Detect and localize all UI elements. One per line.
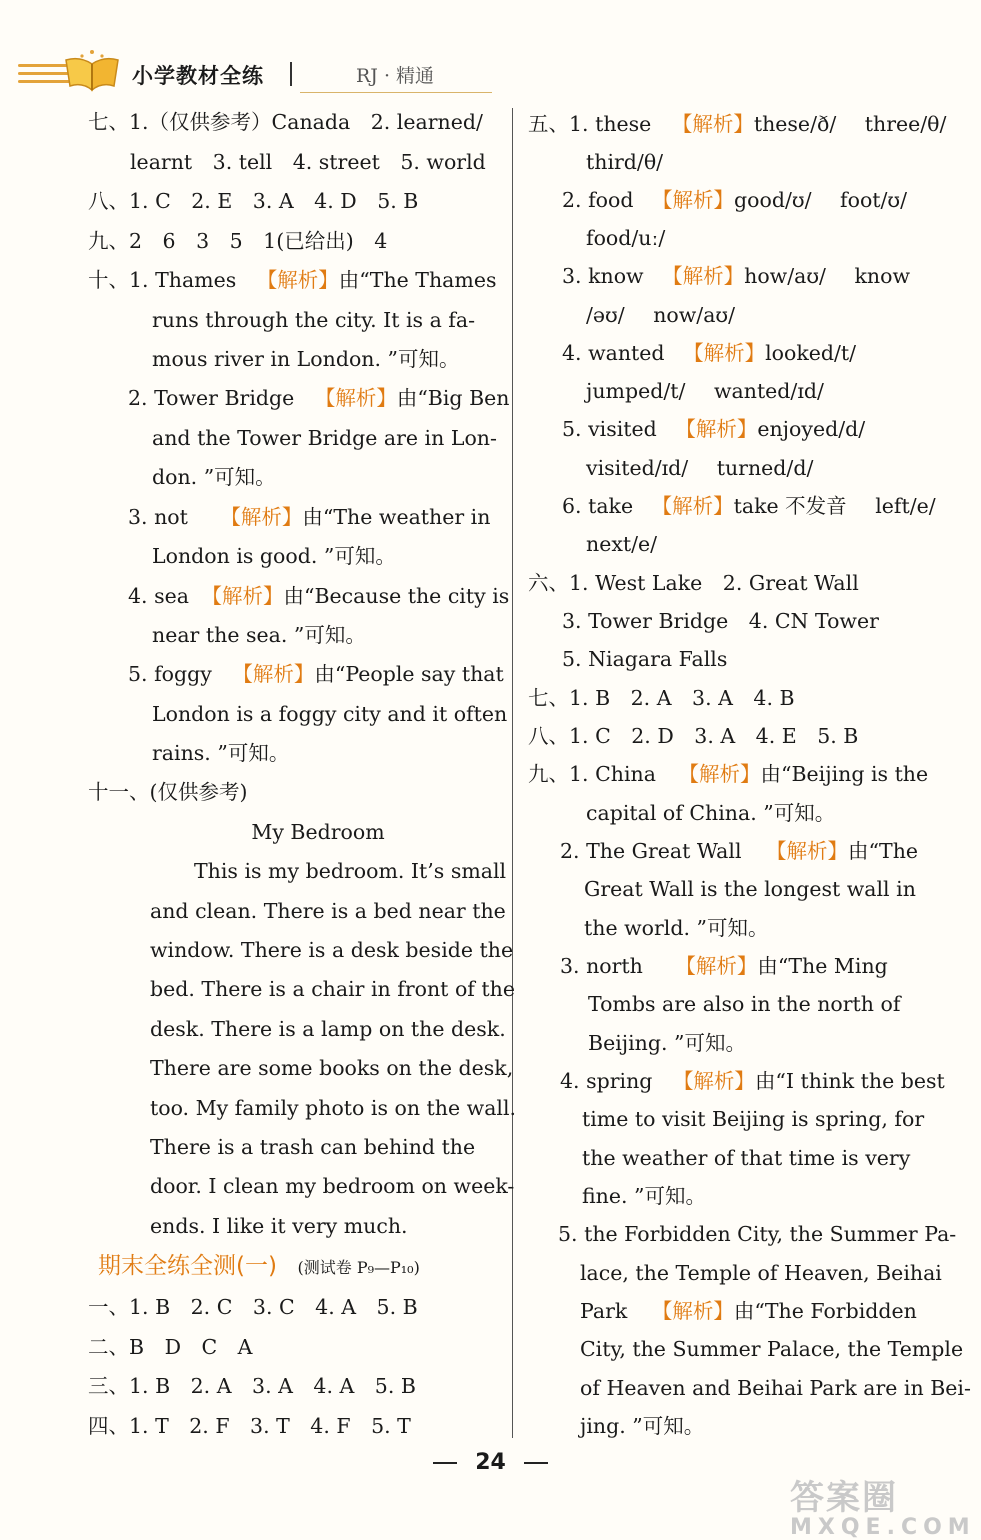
answer-line: 九、2 6 3 5 1(已给出) 4 (88, 229, 388, 253)
essay-line: ends. I like it very much. (150, 1214, 408, 1238)
analysis-tag: 【解析】 (678, 762, 761, 786)
dash-right (524, 1462, 548, 1464)
answer-text: 3. north (560, 954, 643, 978)
phonetic: how/aʊ/ (744, 264, 826, 288)
section-ref: (测试卷 P₉—P₁₀) (297, 1258, 420, 1277)
analysis-tag: 【解析】 (220, 505, 303, 529)
analysis-text: 由“People say that (314, 662, 504, 686)
page-number-text: 24 (475, 1450, 506, 1475)
answer-text: 4. sea (128, 584, 189, 608)
answer-line (586, 377, 824, 405)
analysis-tag: 【解析】 (256, 268, 339, 292)
answer-line: Beijing. ”可知。 (588, 1031, 747, 1055)
answer-line (560, 952, 888, 980)
phonetic: take 不发音 (733, 494, 847, 518)
answer-line: Tombs are also in the north of (588, 992, 901, 1016)
answer-line (528, 760, 928, 788)
section-title: 期末全练全测(一) (98, 1253, 277, 1279)
analysis-text: 由“The Forbidden (733, 1299, 917, 1323)
phonetic: three/θ/ (864, 112, 947, 136)
analysis-tag: 【解析】 (675, 417, 758, 441)
analysis-text: 由“The (848, 839, 919, 863)
analysis-tag: 【解析】 (651, 494, 734, 518)
answer-line: and the Tower Bridge are in Lon- (152, 426, 497, 450)
answer-line: 3. Tower Bridge 4. CN Tower (562, 609, 879, 633)
answer-line: Great Wall is the longest wall in (584, 877, 916, 901)
answer-line (562, 186, 907, 214)
phonetic: wanted/ɪd/ (713, 379, 824, 403)
answer-line (88, 266, 497, 294)
phonetic: enjoyed/d/ (757, 417, 866, 441)
answer-line (562, 415, 865, 443)
essay-line: and clean. There is a bed near the (150, 899, 506, 923)
open-book-icon (62, 42, 122, 94)
answer-line: time to visit Beijing is spring, for (582, 1107, 925, 1131)
answer-line: 二、B D C A (88, 1335, 253, 1359)
phonetic: jumped/t/ (586, 379, 686, 403)
watermark-logo (790, 1470, 976, 1540)
answer-line: of Heaven and Beihai Park are in Bei- (580, 1376, 971, 1400)
analysis-tag: 【解析】 (651, 1299, 734, 1323)
analysis-text: 由“The weather in (302, 505, 491, 529)
column-divider (512, 108, 513, 1438)
answer-line (586, 301, 735, 329)
analysis-tag: 【解析】 (201, 584, 284, 608)
book-title: 小学教材全练 (132, 64, 264, 88)
answer-line: lace, the Temple of Heaven, Beihai (580, 1261, 942, 1285)
answer-line: 一、1. B 2. C 3. C 4. A 5. B (88, 1295, 418, 1319)
answer-text: 九、1. China (528, 762, 656, 786)
dash-left (433, 1462, 457, 1464)
answer-line: 七、1.（仅供参考）Canada 2. learned/ (88, 110, 483, 134)
answer-line (128, 384, 509, 412)
essay-title: My Bedroom (251, 820, 385, 844)
answer-line: capital of China. ”可知。 (586, 801, 836, 825)
answer-line: rains. ”可知。 (152, 741, 290, 765)
phonetic: next/e/ (586, 532, 658, 556)
phonetic: now/aʊ/ (653, 303, 736, 327)
analysis-text: 由“The Ming (757, 954, 888, 978)
phonetic: /əʊ/ (586, 303, 625, 327)
answer-line (580, 1297, 917, 1325)
answer-line: 十一、(仅供参考) (88, 780, 248, 804)
answer-text: 3. know (562, 264, 644, 288)
answer-text: 6. take (562, 494, 634, 518)
answer-line (128, 660, 504, 688)
answer-line: don. ”可知。 (152, 465, 276, 489)
analysis-tag: 【解析】 (766, 839, 849, 863)
analysis-tag: 【解析】 (662, 264, 745, 288)
answer-text: Park (580, 1299, 628, 1323)
analysis-tag: 【解析】 (672, 1069, 755, 1093)
phonetic: looked/t/ (765, 341, 857, 365)
answer-line: the weather of that time is very (582, 1146, 911, 1170)
answer-line (128, 582, 509, 610)
answer-text: 2. food (562, 188, 634, 212)
essay-line: There is a trash can behind the (150, 1135, 476, 1159)
answer-line: London is a foggy city and it often (152, 702, 508, 726)
phonetic: good/ʊ/ (734, 188, 812, 212)
header-separator (290, 62, 292, 86)
answer-text: 2. Tower Bridge (128, 386, 295, 410)
answer-text: 3. not (128, 505, 188, 529)
answer-text: 5. visited (562, 417, 657, 441)
analysis-tag: 【解析】 (652, 188, 735, 212)
answer-line: 八、1. C 2. D 3. A 4. E 5. B (528, 724, 859, 748)
book-edition: RJ · 精通 (356, 65, 435, 87)
section-heading (98, 1252, 420, 1282)
phonetic: turned/d/ (716, 456, 814, 480)
answer-text: 十、1. Thames (88, 268, 237, 292)
answer-text: 4. spring (560, 1069, 653, 1093)
watermark-bottom: MXQE.COM (790, 1515, 976, 1540)
answer-line: runs through the city. It is a fa- (152, 308, 476, 332)
answer-line (560, 1067, 945, 1095)
answer-line: mous river in London. ”可知。 (152, 347, 460, 371)
essay-line: bed. There is a chair in front of the (150, 977, 515, 1001)
answer-line: 三、1. B 2. A 3. A 4. A 5. B (88, 1374, 416, 1398)
answer-line: fine. ”可知。 (582, 1184, 707, 1208)
essay-line: desk. There is a lamp on the desk. (150, 1017, 506, 1041)
phonetic: these/ð/ (753, 112, 837, 136)
answer-line (528, 110, 946, 138)
phonetic: food/uː/ (586, 226, 666, 250)
analysis-text: 由“I think the best (754, 1069, 945, 1093)
answer-line (128, 503, 490, 531)
answer-line: near the sea. ”可知。 (152, 623, 366, 647)
essay-line: window. There is a desk beside the (150, 938, 514, 962)
analysis-tag: 【解析】 (671, 112, 754, 136)
answer-line: 七、1. B 2. A 3. A 4. B (528, 686, 795, 710)
answer-text: 五、1. these (528, 112, 652, 136)
watermark-top: 答案圈 (790, 1478, 898, 1518)
analysis-text: 由“Big Ben (396, 386, 510, 410)
answer-line: jing. ”可知。 (580, 1414, 705, 1438)
answer-line (562, 262, 910, 290)
answer-line: London is good. ”可知。 (152, 544, 396, 568)
answer-line: 八、1. C 2. E 3. A 4. D 5. B (88, 189, 419, 213)
analysis-text: 由“The Thames (338, 268, 497, 292)
phonetic: foot/ʊ/ (840, 188, 908, 212)
analysis-text: 由“Beijing is the (760, 762, 929, 786)
phonetic: know (854, 264, 911, 288)
phonetic: left/e/ (875, 494, 936, 518)
essay-line: This is my bedroom. It’s small (194, 859, 507, 883)
page-header (0, 0, 981, 100)
answer-text: 5. foggy (128, 662, 212, 686)
answer-line (562, 339, 856, 367)
analysis-tag: 【解析】 (232, 662, 315, 686)
answer-line: City, the Summer Palace, the Temple (580, 1337, 964, 1361)
analysis-tag: 【解析】 (683, 341, 766, 365)
header-rule (300, 92, 492, 93)
essay-line: There are some books on the desk, (150, 1056, 514, 1080)
answer-line: learnt 3. tell 4. street 5. world (130, 150, 486, 174)
answer-text: 2. The Great Wall (560, 839, 742, 863)
answer-line: 六、1. West Lake 2. Great Wall (528, 571, 859, 595)
answer-line: the world. ”可知。 (584, 916, 769, 940)
answer-line (586, 454, 813, 482)
essay-line: too. My family photo is on the wall. (150, 1096, 517, 1120)
analysis-text: 由“Because the city is (283, 584, 510, 608)
phonetic: third/θ/ (586, 150, 664, 174)
answer-line: 5. Niagara Falls (562, 647, 728, 671)
answer-line (560, 837, 918, 865)
answer-line: 四、1. T 2. F 3. T 4. F 5. T (88, 1414, 411, 1438)
analysis-tag: 【解析】 (314, 386, 397, 410)
essay-line: door. I clean my bedroom on week- (150, 1174, 515, 1198)
phonetic: visited/ɪd/ (586, 456, 689, 480)
answer-text: 4. wanted (562, 341, 665, 365)
analysis-tag: 【解析】 (675, 954, 758, 978)
answer-line: 5. the Forbidden City, the Summer Pa- (558, 1222, 957, 1246)
answer-line (562, 492, 936, 520)
